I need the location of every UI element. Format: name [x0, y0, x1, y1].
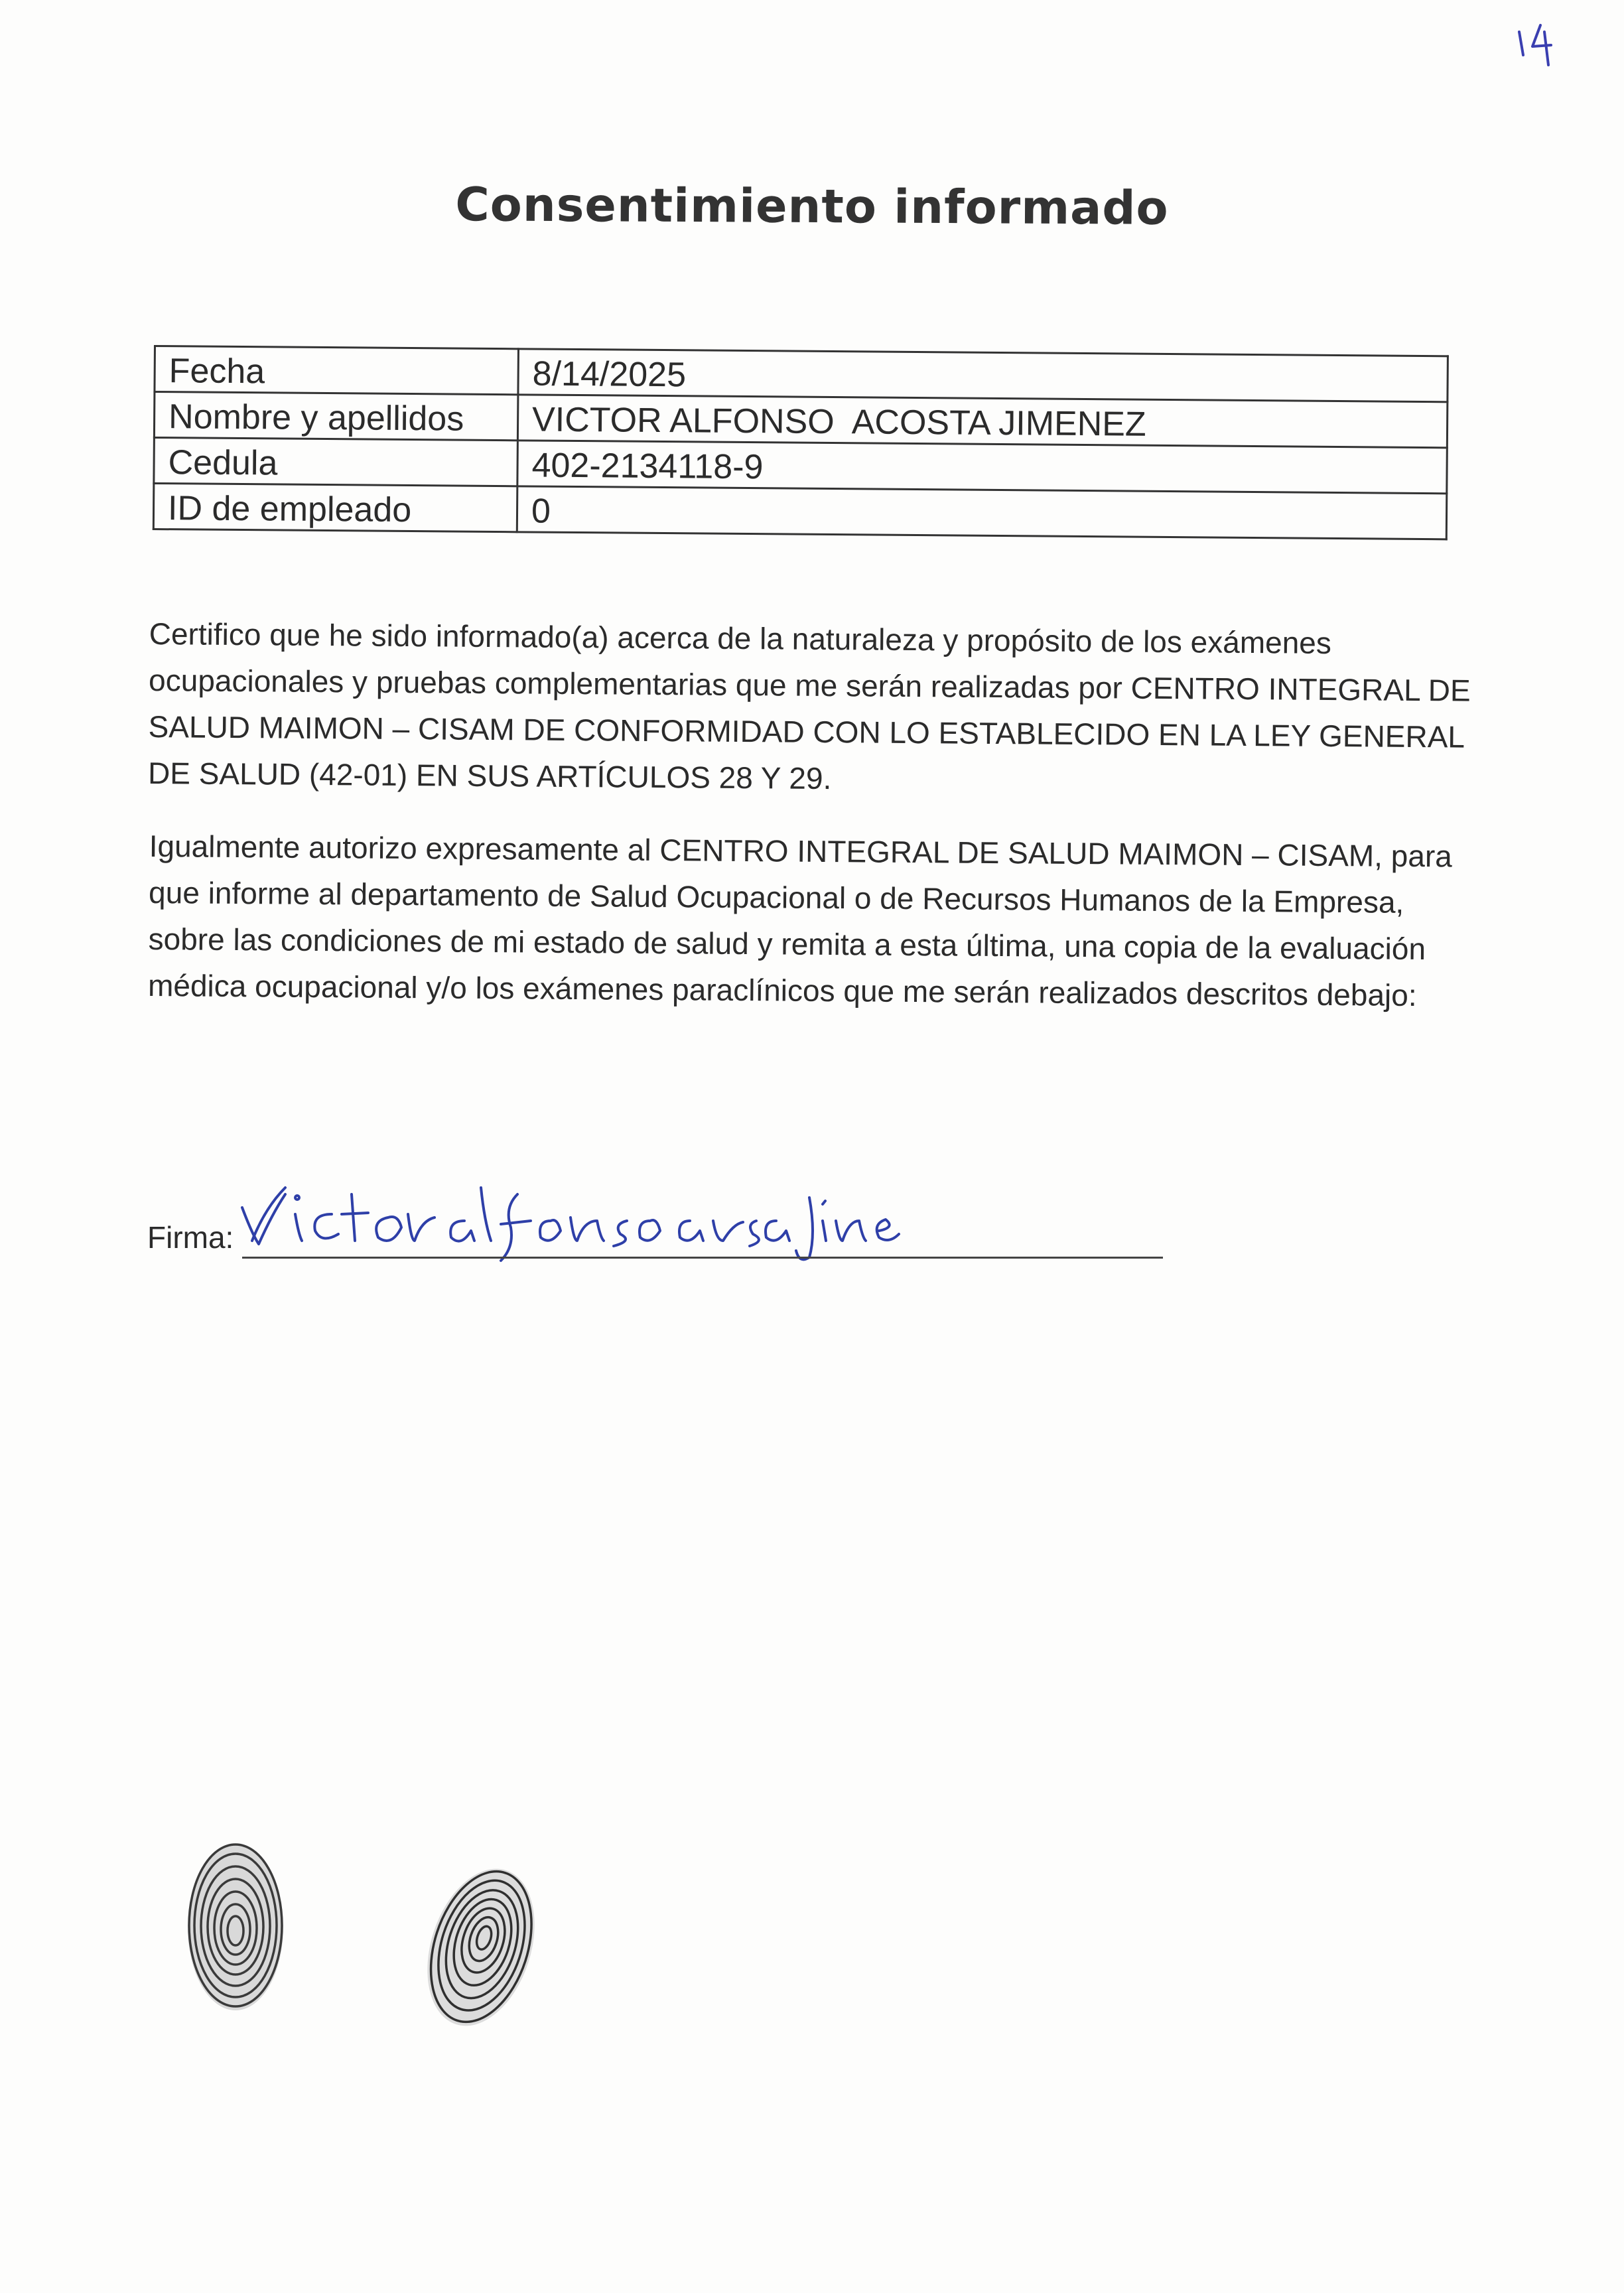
nombre-label: Nombre y apellidos — [154, 392, 518, 441]
cedula-value: 402-2134118-9 — [517, 441, 1447, 494]
nombre-value: VICTOR ALFONSO ACOSTA JIMENEZ — [517, 395, 1447, 448]
consent-paragraph: Certifico que he sido informado(a) acerca de la naturaleza y propósito de los exámenes ocupacionales y pruebas complementarias que me serán realizadas por CENTRO INTEGRAL DE SALUD MAIMON – CISAM DE CONFORMIDAD CON LO ESTABLECIDO EN LA LEY GENERAL DE SALUD (42-01) EN SUS ARTÍCULOS 28 Y 29. — [147, 616, 1471, 796]
document-title: Consentimiento informado — [455, 177, 1169, 236]
cedula-label: Cedula — [154, 438, 518, 486]
employee-info-table — [153, 345, 1449, 540]
signature-label: Firma: — [147, 1220, 234, 1255]
fecha-label: Fecha — [155, 346, 519, 395]
table-row — [153, 484, 1446, 539]
fingerprint-left — [179, 1838, 292, 2017]
authorization-paragraph: Igualmente autorizo expresamente al CENTRO INTEGRAL DE SALUD MAIMON – CISAM, para que informe al departamento de Salud Ocupacional o de Recursos Humanos de la Empresa, sobre las condiciones de mi estado de salud y remita a esta última, una copia de la evaluación médica ocupacional y/o los exámenes paraclínicos que me serán realizados descritos debajo: — [147, 828, 1453, 1013]
employee-id-value: 0 — [517, 486, 1446, 539]
fecha-value: 8/14/2025 — [518, 349, 1448, 402]
handwritten-signature — [239, 1168, 902, 1267]
employee-id-label: ID de empleado — [153, 484, 517, 532]
fingerprint-right — [418, 1858, 544, 2037]
handwritten-page-number — [1514, 19, 1560, 72]
signature-line — [242, 1257, 1163, 1259]
